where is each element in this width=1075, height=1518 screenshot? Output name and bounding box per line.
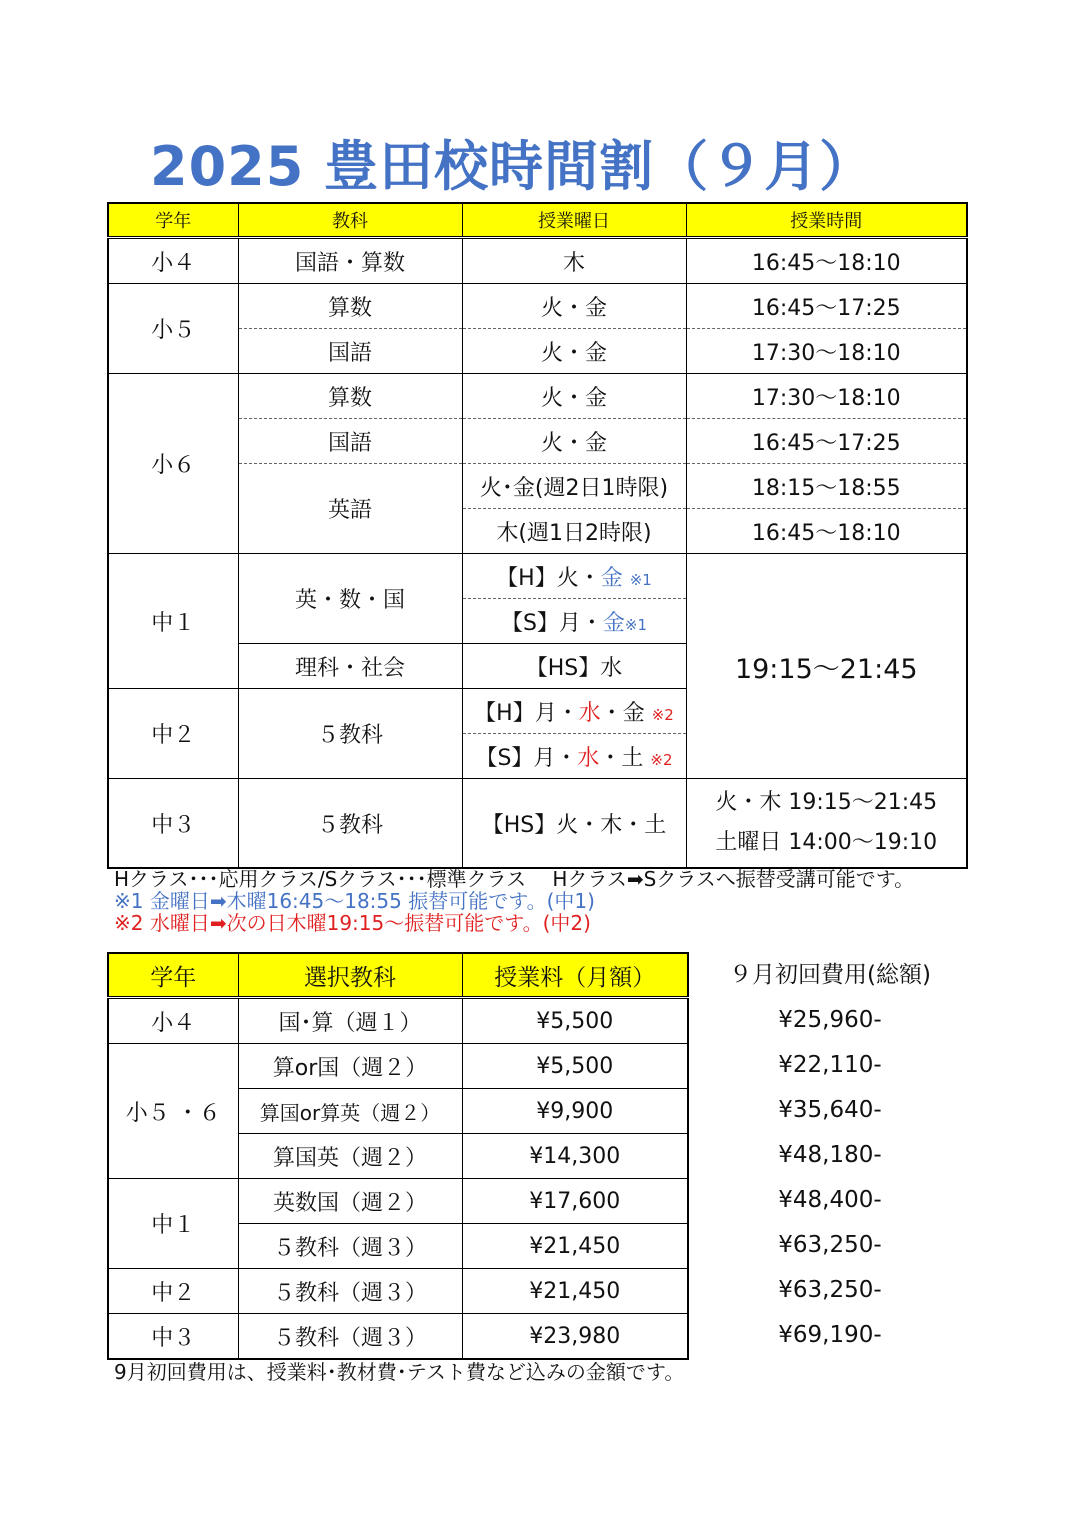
grade-cell: 中３ (108, 1314, 238, 1360)
grade-cell: 中１ (108, 554, 238, 689)
days-cell: 【HS】火・木・土 (462, 779, 686, 869)
subject-cell: 国語 (238, 329, 462, 374)
days-highlight: 金 (602, 610, 625, 636)
total-cost-column (700, 952, 960, 1358)
fee-cell: ¥14,300 (462, 1134, 688, 1179)
note-line-1: Hクラス･･･応用クラス/Sクラス･･･標準クラス Hクラス➡Sクラスへ振替受講可能です。 (114, 867, 915, 891)
table-row (108, 1314, 688, 1360)
time-cell: 17:30〜18:10 (686, 329, 967, 374)
time-cell: 16:45〜18:10 (686, 238, 967, 284)
days-cell (462, 554, 686, 599)
days-suffix: ・金 (600, 700, 652, 726)
header-course: 選択教科 (238, 953, 462, 998)
note-mark: ※1 (624, 615, 648, 634)
subject-cell: ５教科 (238, 689, 462, 779)
subject-cell: 算数 (238, 284, 462, 329)
days-cell: 木(週1日2時限) (462, 509, 686, 554)
schedule-notes (114, 868, 914, 934)
table-row (108, 554, 967, 599)
note-line-2: ※1 金曜日➡木曜16:45〜18:55 振替可能です。(中1) (114, 889, 595, 913)
table-row (108, 374, 967, 419)
total-cell: ¥63,250- (778, 1232, 882, 1258)
subject-cell: 国語 (238, 419, 462, 464)
days-cell: 火・金 (462, 374, 686, 419)
total-cell: ¥63,250- (778, 1277, 882, 1303)
days-highlight: 金 (600, 565, 623, 591)
days-prefix: 【H】火・ (496, 565, 601, 591)
subject-cell: 英語 (238, 464, 462, 554)
days-highlight: 水 (577, 745, 600, 771)
days-prefix: 【S】月・ (500, 610, 603, 636)
total-header: ９月初回費用(総額) (729, 962, 931, 988)
header-days: 授業曜日 (462, 203, 686, 238)
schedule-table (107, 202, 968, 869)
time-cell (686, 779, 967, 869)
course-cell: 英数国（週２） (238, 1179, 462, 1224)
course-cell: 算国or算英（週２） (238, 1089, 462, 1134)
table-row (108, 238, 967, 284)
subject-cell: 英・数・国 (238, 554, 462, 644)
time-line-1: 火・木 19:15〜21:45 (715, 790, 938, 815)
fee-cell: ¥9,900 (462, 1089, 688, 1134)
grade-cell: 中１ (108, 1179, 238, 1269)
header-grade: 学年 (108, 953, 238, 998)
note-mark: ※2 (651, 705, 674, 724)
subject-cell: 算数 (238, 374, 462, 419)
time-line-2: 土曜日 14:00〜19:10 (715, 830, 938, 855)
fee-cell: ¥17,600 (462, 1179, 688, 1224)
total-cell: ¥25,960- (778, 1007, 882, 1033)
days-cell (462, 599, 686, 644)
days-prefix: 【H】月・ (474, 700, 579, 726)
time-cell: 16:45〜18:10 (686, 509, 967, 554)
total-cell: ¥69,190- (778, 1322, 882, 1348)
time-cell: 16:45〜17:25 (686, 419, 967, 464)
total-cell: ¥22,110- (778, 1052, 882, 1078)
fee-cell: ¥21,450 (462, 1224, 688, 1269)
total-cell: ¥48,180- (778, 1142, 882, 1168)
fee-cell: ¥23,980 (462, 1314, 688, 1360)
fee-cell: ¥5,500 (462, 1044, 688, 1089)
days-cell: 火・金 (462, 419, 686, 464)
subject-cell: ５教科 (238, 779, 462, 869)
grade-cell: 中２ (108, 689, 238, 779)
days-highlight: 水 (578, 700, 601, 726)
total-cell: ¥48,400- (778, 1187, 882, 1213)
table-row (108, 998, 688, 1044)
grade-cell: 小４ (108, 998, 238, 1044)
course-cell: ５教科（週３） (238, 1269, 462, 1314)
grade-cell: 小４ (108, 238, 238, 284)
table-row (108, 284, 967, 329)
table-row (108, 779, 967, 869)
header-grade: 学年 (108, 203, 238, 238)
time-cell: 18:15〜18:55 (686, 464, 967, 509)
days-cell (462, 689, 686, 734)
grade-cell: 中２ (108, 1269, 238, 1314)
note-mark: ※2 (650, 750, 673, 769)
days-prefix: 【S】月・ (475, 745, 578, 771)
fee-cell: ¥5,500 (462, 998, 688, 1044)
days-cell: 火･金(週2日1時限) (462, 464, 686, 509)
grade-cell: 中３ (108, 779, 238, 869)
days-cell (462, 734, 686, 779)
days-cell: 木 (462, 238, 686, 284)
time-cell: 17:30〜18:10 (686, 374, 967, 419)
days-suffix: ・土 (599, 745, 651, 771)
subject-cell: 理科・社会 (238, 644, 462, 689)
grade-cell: 小５ ・６ (108, 1044, 238, 1179)
course-cell: ５教科（週３） (238, 1224, 462, 1269)
page-title: 2025 豊田校時間割（９月） (150, 135, 875, 198)
header-fee: 授業料（月額） (462, 953, 688, 998)
table-row (108, 1179, 688, 1224)
fee-table (107, 952, 689, 1360)
subject-cell: 国語・算数 (238, 238, 462, 284)
note-line-3: ※2 水曜日➡次の日木曜19:15〜振替可能です。(中2) (114, 911, 591, 935)
time-cell: 19:15〜21:45 (686, 554, 967, 779)
time-cell: 16:45〜17:25 (686, 284, 967, 329)
table-row (108, 1269, 688, 1314)
course-cell: ５教科（週３） (238, 1314, 462, 1360)
header-subject: 教科 (238, 203, 462, 238)
course-cell: 国･算（週１） (238, 998, 462, 1044)
days-cell: 【HS】水 (462, 644, 686, 689)
note-mark: ※1 (629, 570, 652, 589)
grade-cell: 小６ (108, 374, 238, 554)
days-cell: 火・金 (462, 329, 686, 374)
course-cell: 算国英（週２） (238, 1134, 462, 1179)
course-cell: 算or国（週２） (238, 1044, 462, 1089)
header-time: 授業時間 (686, 203, 967, 238)
grade-cell: 小５ (108, 284, 238, 374)
fee-header-row (108, 953, 688, 998)
schedule-header-row (108, 203, 967, 238)
footer-note: 9月初回費用は、授業料･教材費･テスト費など込みの金額です。 (114, 1360, 685, 1384)
fee-cell: ¥21,450 (462, 1269, 688, 1314)
total-cell: ¥35,640- (778, 1097, 882, 1123)
table-row (108, 1044, 688, 1089)
days-cell: 火・金 (462, 284, 686, 329)
